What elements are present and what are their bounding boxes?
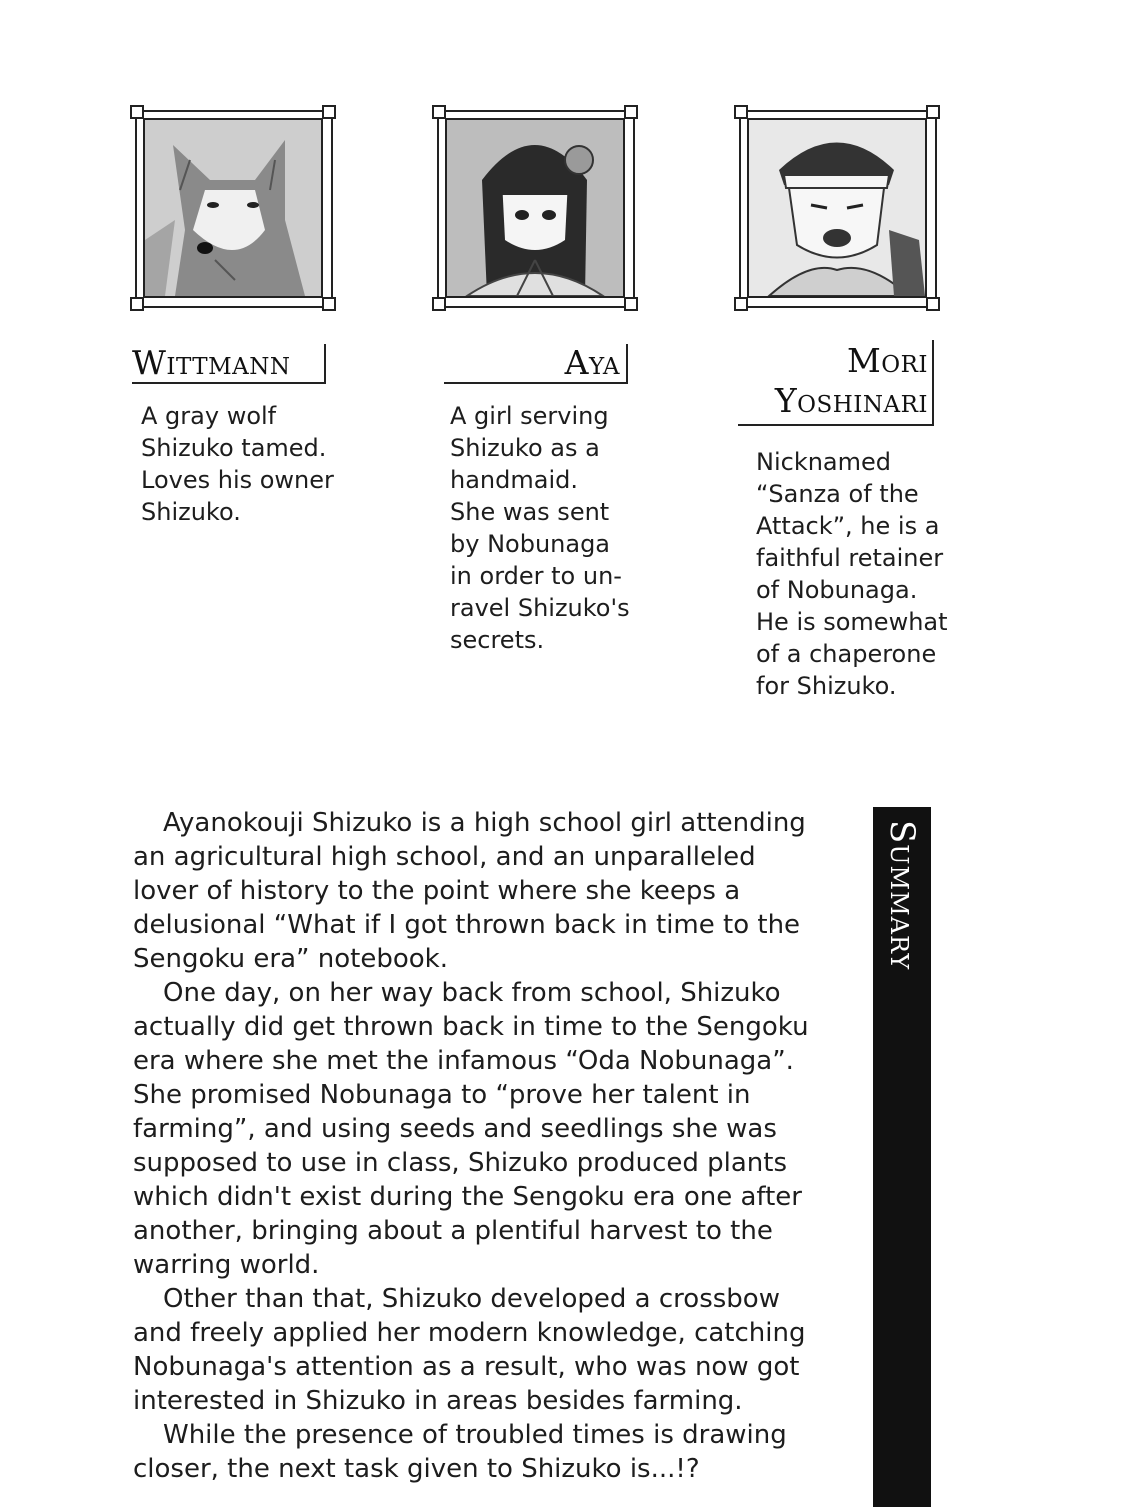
- mori-yoshinari-portrait: [739, 110, 935, 306]
- wittmann-name: Wittmann: [132, 343, 291, 382]
- wittmann-name-box: [132, 344, 326, 384]
- wittmann-description: [141, 400, 361, 528]
- wittmann-description-text: A gray wolf Shizuko tamed. Loves his owner Shizuko.: [141, 402, 334, 526]
- summary-paragraph: Ayanokouji Shizuko is a high school girl attending an agricultural high school, and an unparalleled lover of history to the point where she keeps a delusional “What if I got thrown back in time to the Sengoku era” notebook.: [133, 808, 806, 974]
- summary-body: [133, 806, 823, 1486]
- aya-description: [450, 400, 670, 656]
- mori-name-line1: Mori: [846, 341, 928, 380]
- aya-description-text: A girl serving Shizuko as a handmaid. She was sent by Nobunaga in order to un- ravel Shizuko's secrets.: [450, 402, 630, 654]
- summary-paragraph: One day, on her way back from school, Shizuko actually did get thrown back in time to the Sengoku era where she met the infamous “Oda Nobunaga”. She promised Nobunaga to “prove her talent in farming”, and using seeds and seedlings she was supposed to use in class, Shizuko produced plants which didn't exist during the Sengoku era one after another, bringing about a plentiful harvest to the warring world.: [133, 978, 809, 1280]
- man-portrait-icon: [749, 120, 925, 296]
- summary-paragraph: While the presence of troubled times is drawing closer, the next task given to Shizuko is...!?: [133, 1420, 787, 1484]
- mori-description: [756, 446, 976, 702]
- mori-name-line2: Yoshinari: [774, 381, 928, 420]
- mori-name-box: [738, 340, 934, 426]
- summary-paragraph: Other than that, Shizuko developed a crossbow and freely applied her modern knowledge, catching Nobunaga's attention as a result, who was now got interested in Shizuko in areas besides farming.: [133, 1284, 806, 1416]
- girl-portrait-icon: [447, 120, 623, 296]
- aya-name-box: [444, 344, 628, 384]
- aya-portrait: [437, 110, 633, 306]
- wittmann-portrait: [135, 110, 331, 306]
- wolf-portrait-icon: [145, 120, 321, 296]
- mori-description-text: Nicknamed “Sanza of the Attack”, he is a faithful retainer of Nobunaga. He is somewhat of a chaperone for Shizuko.: [756, 448, 948, 700]
- summary-label: Summary: [882, 820, 922, 971]
- aya-name: Aya: [564, 343, 620, 382]
